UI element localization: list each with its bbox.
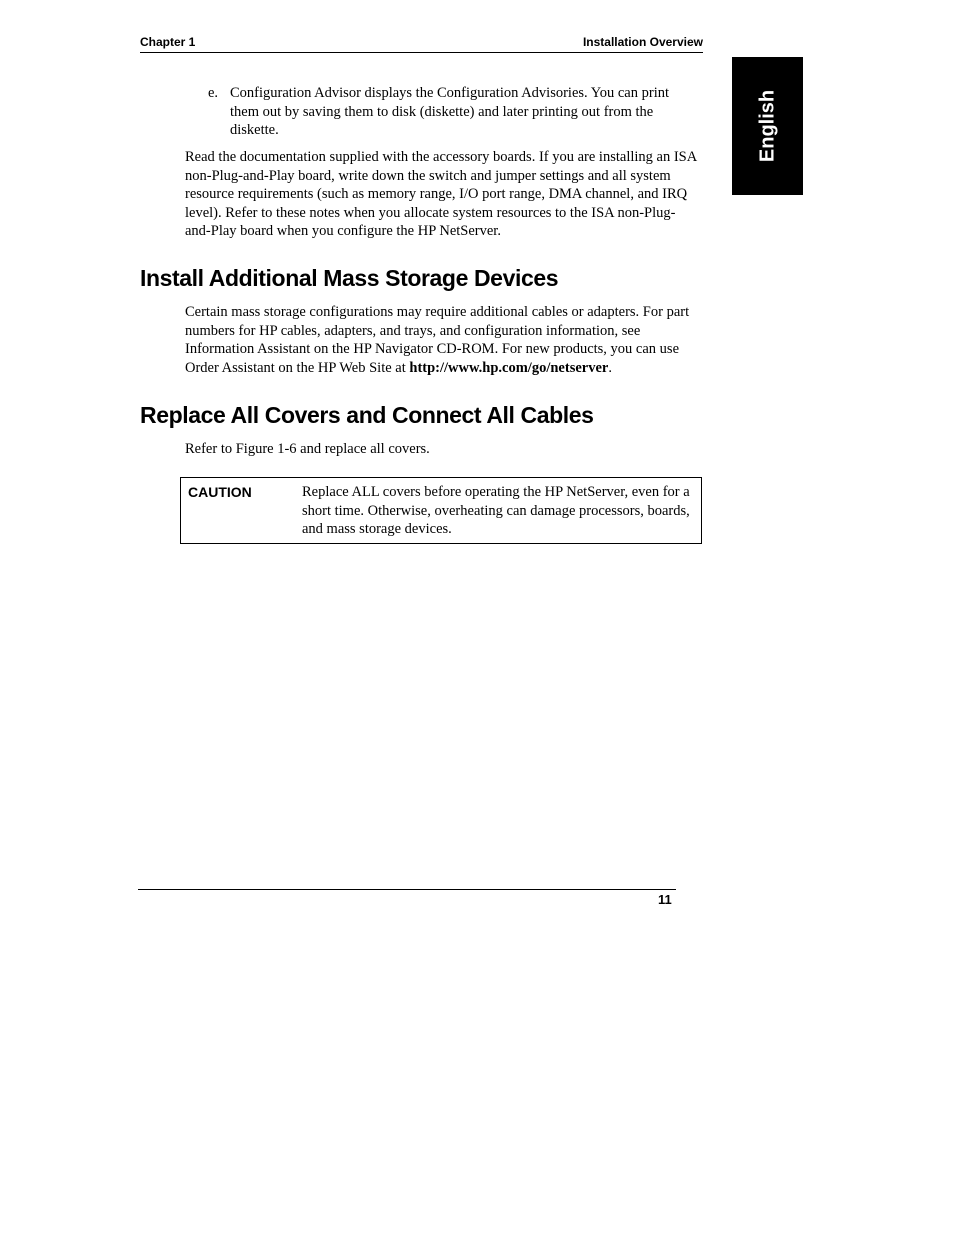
page-number: 11	[658, 892, 672, 907]
caution-text: Replace ALL covers before operating the HP NetServer, even for a short time. Otherwise, overheating can damage processors, boards, and mass storage devices.	[302, 484, 690, 538]
chapter-label: Chapter 1	[140, 35, 196, 49]
accessory-boards-paragraph: Read the documentation supplied with the accessory boards. If you are installing an ISA non-Plug-and-Play board, write down the switch and jumper settings and all system resource requirements (such as memory range, I/O port range, DMA channel, and IRQ level). Refer to these notes when you allocate system resources to the ISA non-Plug-and-Play board when you configure the HP NetServer.	[185, 149, 697, 240]
language-tab	[732, 57, 803, 195]
mass-storage-text-end: .	[608, 359, 612, 376]
list-marker: e.	[208, 85, 219, 101]
netserver-url-link[interactable]: http://www.hp.com/go/netserver	[409, 359, 609, 376]
page-header	[140, 34, 703, 53]
footer-rule	[138, 889, 676, 890]
caution-label: CAUTION	[188, 484, 252, 500]
replace-covers-heading: Replace All Covers and Connect All Cables	[140, 402, 594, 428]
replace-covers-paragraph: Refer to Figure 1-6 and replace all covers.	[185, 441, 430, 457]
section-title: Installation Overview	[582, 35, 703, 49]
mass-storage-text: Certain mass storage configurations may require additional cables or adapters. For part numbers for HP cables, adapters, and trays, and configuration information, see Information Assistant on the HP Navigator CD-ROM. For new products, you can use Order Assistant on the HP Web Site at	[185, 304, 690, 376]
caution-box	[180, 477, 702, 544]
mass-storage-heading: Install Additional Mass Storage Devices	[140, 265, 559, 291]
language-tab-label: English	[756, 89, 778, 163]
list-item-text: Configuration Advisor displays the Configuration Advisories. You can print them out by saving them to disk (diskette) and later printing out from the diskette.	[230, 85, 670, 139]
mass-storage-paragraph	[185, 303, 703, 377]
